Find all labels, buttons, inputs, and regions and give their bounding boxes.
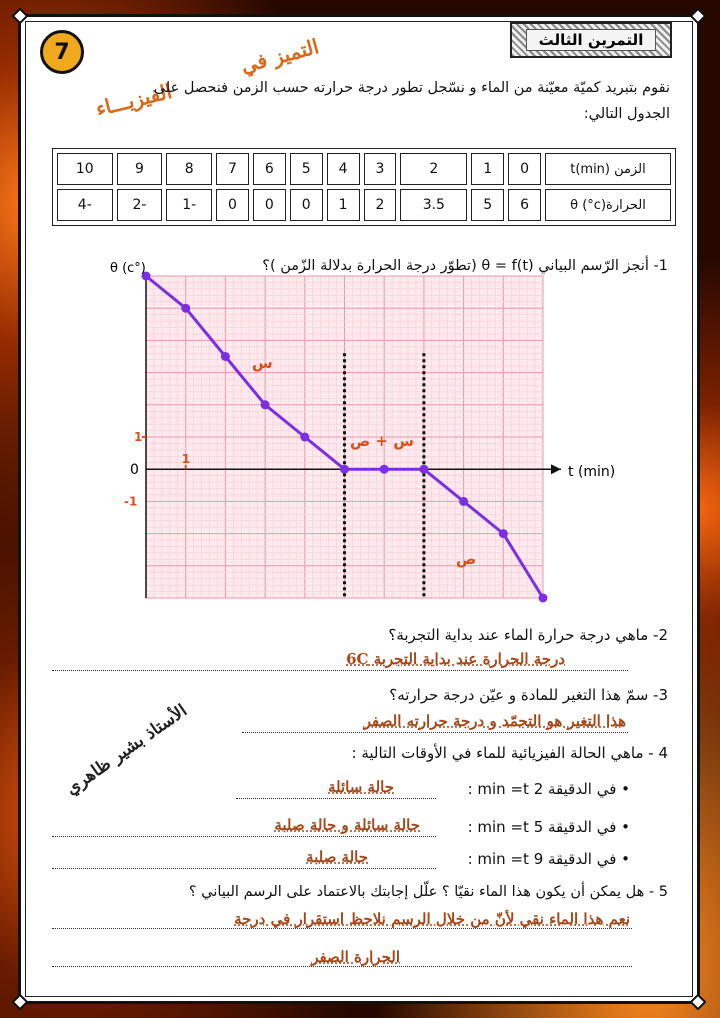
data-point [221, 352, 230, 361]
table-cell: 6 [253, 153, 286, 185]
data-point [539, 594, 548, 603]
answer-line [52, 836, 436, 837]
data-point [181, 304, 190, 313]
q4-answer-1: حالة سائلة [328, 778, 394, 796]
q4-item-label: • في الدقيقة 5 min =t : [467, 818, 630, 836]
x-axis-arrow-icon [551, 464, 561, 474]
data-point [300, 433, 309, 442]
teacher-stamp: الأستاذ بشير ظاهري [62, 700, 191, 800]
table-cell: 7 [216, 153, 249, 185]
y-tick-label: -1 [124, 494, 138, 509]
q4-item-label: • في الدقيقة 9 min =t : [467, 850, 630, 868]
q4-answer-2: حالة سائلة و حالة صلبة [274, 816, 420, 834]
answer-line [236, 798, 436, 799]
question-4: 4 - ماهي الحالة الفيزيائية للماء في الأوقات التالية : [351, 744, 668, 762]
data-point [380, 465, 389, 474]
exercise-title: التمرين الثالث [526, 29, 657, 51]
origin-label: 0 [130, 462, 139, 479]
table-cell: 0 [290, 189, 323, 221]
brand-stamp-top: التميز في [238, 34, 322, 78]
solid-phase-label: ص [456, 550, 477, 568]
table-cell: -1 [166, 189, 212, 221]
y-axis-label: θ (c°) [110, 261, 146, 276]
y-tick-label: 1 [134, 430, 143, 444]
x-tick-label: 1 [181, 452, 191, 467]
data-point [261, 400, 270, 409]
table-cell: 3.5 [400, 189, 467, 221]
table-cell: 2 [400, 153, 467, 185]
x-axis-label: t (min) [568, 464, 616, 480]
table-cell: 3 [364, 153, 397, 185]
data-point [419, 465, 428, 474]
data-point [459, 497, 468, 506]
question-2: 2- ماهي درجة حرارة الماء عند بداية التجربة؟ [388, 626, 668, 644]
table-cell: 5 [290, 153, 323, 185]
liquid-phase-label: س [252, 354, 273, 372]
table-cell: 0 [216, 189, 249, 221]
answer-2: درجة الحرارة عند بداية التجربة 6C [346, 650, 565, 668]
data-point [340, 465, 349, 474]
table-cell: 4 [327, 153, 360, 185]
table-cell: 0 [508, 153, 541, 185]
table-cell: 9 [117, 153, 163, 185]
answer-5-line-2: الحرارة الصفر [311, 948, 400, 966]
answer-3: هذا التغير هو التجمّد و درجة حرارته الصفر [363, 712, 626, 730]
row-header-temperature: الحرارة(c°) θ [545, 189, 671, 221]
exercise-number-badge: 7 [40, 30, 84, 74]
question-5: 5 - هل يمكن أن يكون هذا الماء نقيّا ؟ علّل إجابتك بالاعتماد على الرسم البياني ؟ [188, 884, 668, 900]
intro-line-1: نقوم بتبريد كميّة معيّنة من الماء و نسّجل تطور درجة حرارته حسب الزمن فنحصل على [153, 80, 670, 96]
table-cell: 1 [471, 153, 504, 185]
question-1: 1- أنجز الرّسم البياني θ = f(t) (تطوّر درجة الحرارة بدلالة الزّمن )؟ [262, 258, 668, 274]
row-header-time: الزمن t(min) [545, 153, 671, 185]
mixed-phase-label: س + ص [350, 432, 414, 450]
table-cell: 0 [253, 189, 286, 221]
table-cell: 1 [327, 189, 360, 221]
answer-5-line-1: نعم هذا الماء نقي لأنّ من خلال الرسم نلاحظ استقرار في درجة [234, 910, 630, 928]
table-cell: 10 [57, 153, 113, 185]
table-cell: 6 [508, 189, 541, 221]
question-3: 3- سمّ هذا التغير للمادة و عيّن درجة حرارته؟ [389, 686, 668, 704]
data-point [499, 529, 508, 538]
brand-stamp-bottom: الفيزيـــاء [93, 78, 175, 122]
table-cell: -4 [57, 189, 113, 221]
answer-line [52, 966, 632, 967]
answer-line [52, 868, 436, 869]
table-cell: 8 [166, 153, 212, 185]
intro-line-2: الجدول التالي: [583, 106, 670, 122]
answer-line [242, 732, 628, 733]
answer-line [52, 928, 632, 929]
q4-item-label: • في الدقيقة 2 min =t : [467, 780, 630, 798]
table-cell: 2 [364, 189, 397, 221]
q4-answer-3: حالة صلبة [306, 848, 368, 866]
answer-line [52, 670, 628, 671]
table-cell: -2 [117, 189, 163, 221]
table-cell: 5 [471, 189, 504, 221]
